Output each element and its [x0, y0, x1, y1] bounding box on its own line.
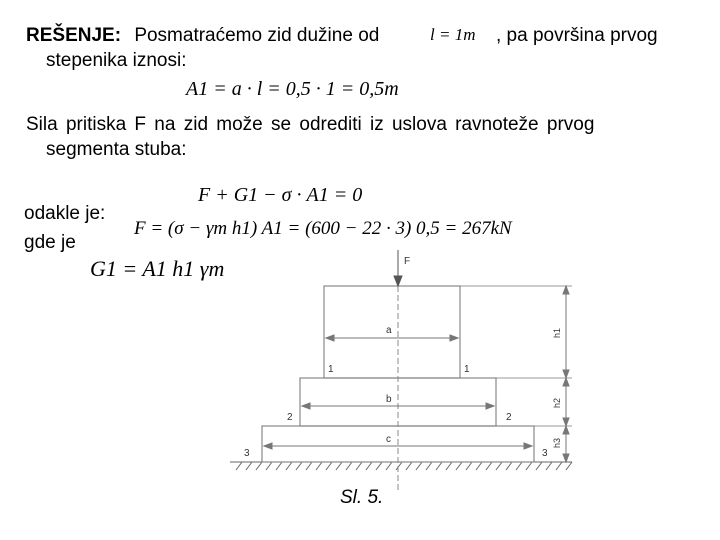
ground-hatching	[230, 462, 572, 470]
section-3-right: 3	[542, 448, 548, 459]
force-arrow	[394, 250, 402, 286]
section-1-left: 1	[328, 364, 334, 375]
dim-a	[326, 335, 458, 341]
solution-label: REŠENJE:	[26, 25, 122, 46]
section-2-left: 2	[287, 412, 293, 423]
label-h1: h1	[552, 327, 562, 338]
label-b: b	[386, 394, 392, 405]
formula-area-a1: A1 = a · l = 0,5 · 1 = 0,5m	[186, 78, 399, 100]
equilibrium-equation: F + G1 − σ · A1 = 0	[198, 184, 363, 206]
label-h3: h3	[552, 437, 562, 448]
paragraph-2-line-2: segmenta stuba:	[46, 139, 187, 160]
section-1-right: 1	[464, 364, 470, 375]
label-F: F	[404, 256, 411, 267]
paragraph-2-line-1: Sila pritiska F na zid može se odrediti iz uslova ravnoteže prvog	[26, 114, 595, 135]
force-equation: F = (σ − γm h1) A1 = (600 − 22 · 3) 0,5 = 267kN	[134, 218, 512, 239]
paragraph-1-text-b: , pa površina prvog	[496, 25, 658, 46]
figure-caption: Sl. 5.	[340, 487, 384, 508]
weight-equation: G1 = A1 h1 γm	[90, 256, 225, 281]
label-a: a	[386, 325, 392, 336]
gde-label: gde je	[24, 232, 76, 253]
odakle-label: odakle je:	[24, 203, 106, 224]
section-3-left: 3	[244, 448, 250, 459]
paragraph-1-text-a: Posmatraćemo zid dužine od	[134, 25, 380, 46]
label-c: c	[386, 434, 391, 445]
length-equation: l = 1m	[430, 25, 476, 44]
dim-heights	[460, 286, 572, 462]
section-2-right: 2	[506, 412, 512, 423]
paragraph-1-line-2: stepenika iznosi:	[46, 50, 187, 71]
label-h2: h2	[552, 397, 562, 408]
